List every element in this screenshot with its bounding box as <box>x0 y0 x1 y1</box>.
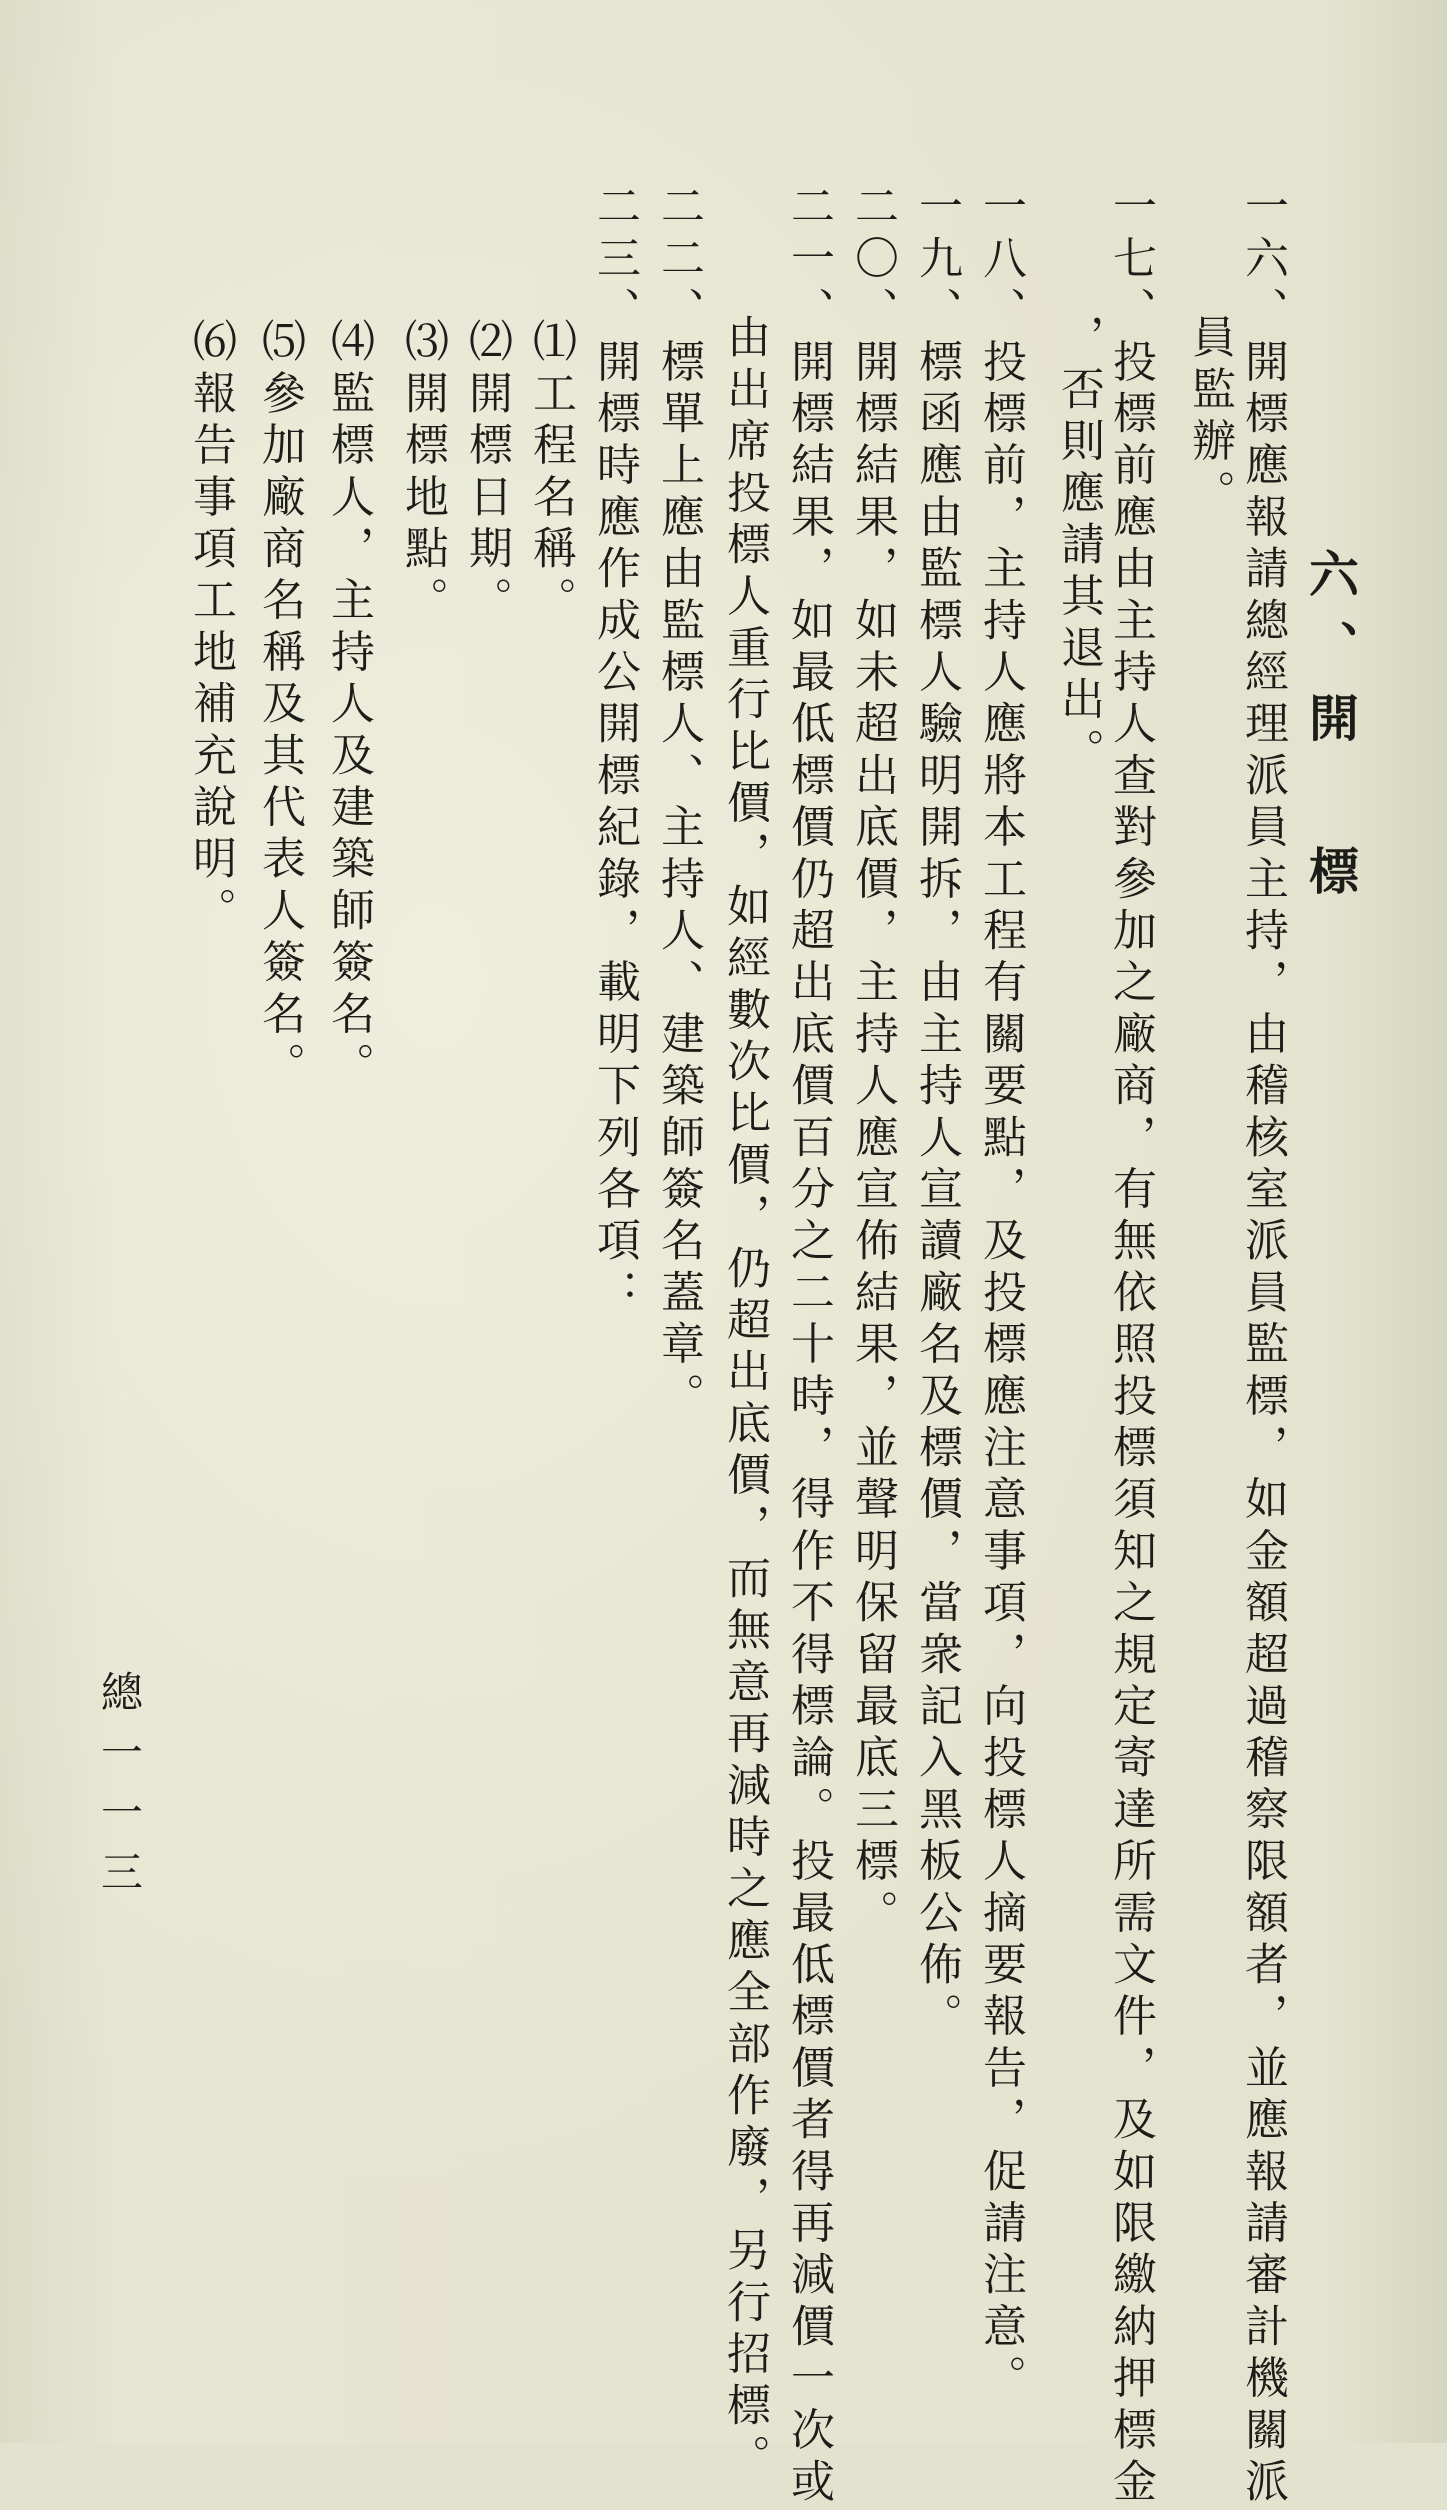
record-item-5 <box>254 318 305 1094</box>
record-item-4 <box>323 318 374 1094</box>
item-text: ⑹報告事項工地補充說明。 <box>185 318 236 939</box>
item-text: ⑵開標日期。 <box>461 318 512 629</box>
item-text: ，否則應請其退出。 <box>1053 314 1104 780</box>
item-number: 一九、 <box>911 183 962 339</box>
item-number: 二〇、 <box>847 183 898 339</box>
article-17 <box>1105 183 1156 2510</box>
item-text: 由出席投標人重行比價，如經數次比價，仍超出底價，而無意再減時之應全部作廢，另行招標。 <box>719 314 770 2486</box>
item-number: 一六、 <box>1237 183 1288 339</box>
article-21 <box>783 183 834 2510</box>
article-21-cont <box>719 314 770 2486</box>
item-text: 開標結果，如未超出底價，主持人應宣佈結果，並聲明保留最底三標。 <box>847 338 898 1941</box>
article-20 <box>847 183 898 1941</box>
article-17-cont <box>1053 314 1104 780</box>
item-number: 二一、 <box>783 183 834 339</box>
article-23 <box>589 183 640 1321</box>
item-text: ⑸參加廠商名稱及其代表人簽名。 <box>254 318 305 1094</box>
item-text: 標函應由監標人驗明開拆，由主持人宣讀廠名及標價，當衆記入黑板公佈。 <box>911 338 962 2045</box>
bleed-through-shadow <box>1390 160 1430 208</box>
record-item-1 <box>525 318 576 629</box>
record-item-2 <box>461 318 512 629</box>
article-18 <box>975 183 1026 2407</box>
item-text: 開標結果，如最低標價仍超出底價百分之二十時，得作不得標論。投最低標價者得再減價一次或 <box>783 338 834 2510</box>
article-16-cont <box>1184 314 1235 521</box>
item-text: 標單上應由監標人、主持人、建築師簽名蓋章。 <box>653 338 704 1424</box>
item-text: ⑷監標人，主持人及建築師簽名。 <box>323 318 374 1094</box>
item-text: 開標時應作成公開標紀錄，載明下列各項： <box>589 338 640 1321</box>
item-text: 投標前，主持人應將本工程有關要點，及投標應注意事項，向投標人摘要報告，促請注意。 <box>975 338 1026 2407</box>
item-number: 二二、 <box>653 183 704 339</box>
item-number: 一八、 <box>975 183 1026 339</box>
item-text: 開標應報請總經理派員主持，由稽核室派員監標，如金額超過稽察限額者，並應報請審計機關派 <box>1237 338 1288 2510</box>
article-19 <box>911 183 962 2045</box>
item-text: ⑶開標地點。 <box>397 318 448 629</box>
item-number: 二三、 <box>589 183 640 339</box>
article-22 <box>653 183 704 1424</box>
item-number: 一七、 <box>1105 183 1156 339</box>
item-text: 投標前應由主持人查對參加之廠商，有無依照投標須知之規定寄達所需文件，及如限繳納押標金 <box>1105 338 1156 2510</box>
item-text: ⑴工程名稱。 <box>525 318 576 629</box>
article-16 <box>1237 183 1288 2510</box>
item-text: 員監辦。 <box>1184 314 1235 521</box>
page-number: 總一一三 <box>95 1670 144 1910</box>
section-title: 六、開 標 <box>1301 548 1360 917</box>
record-item-3 <box>397 318 448 629</box>
record-item-6 <box>185 318 236 939</box>
